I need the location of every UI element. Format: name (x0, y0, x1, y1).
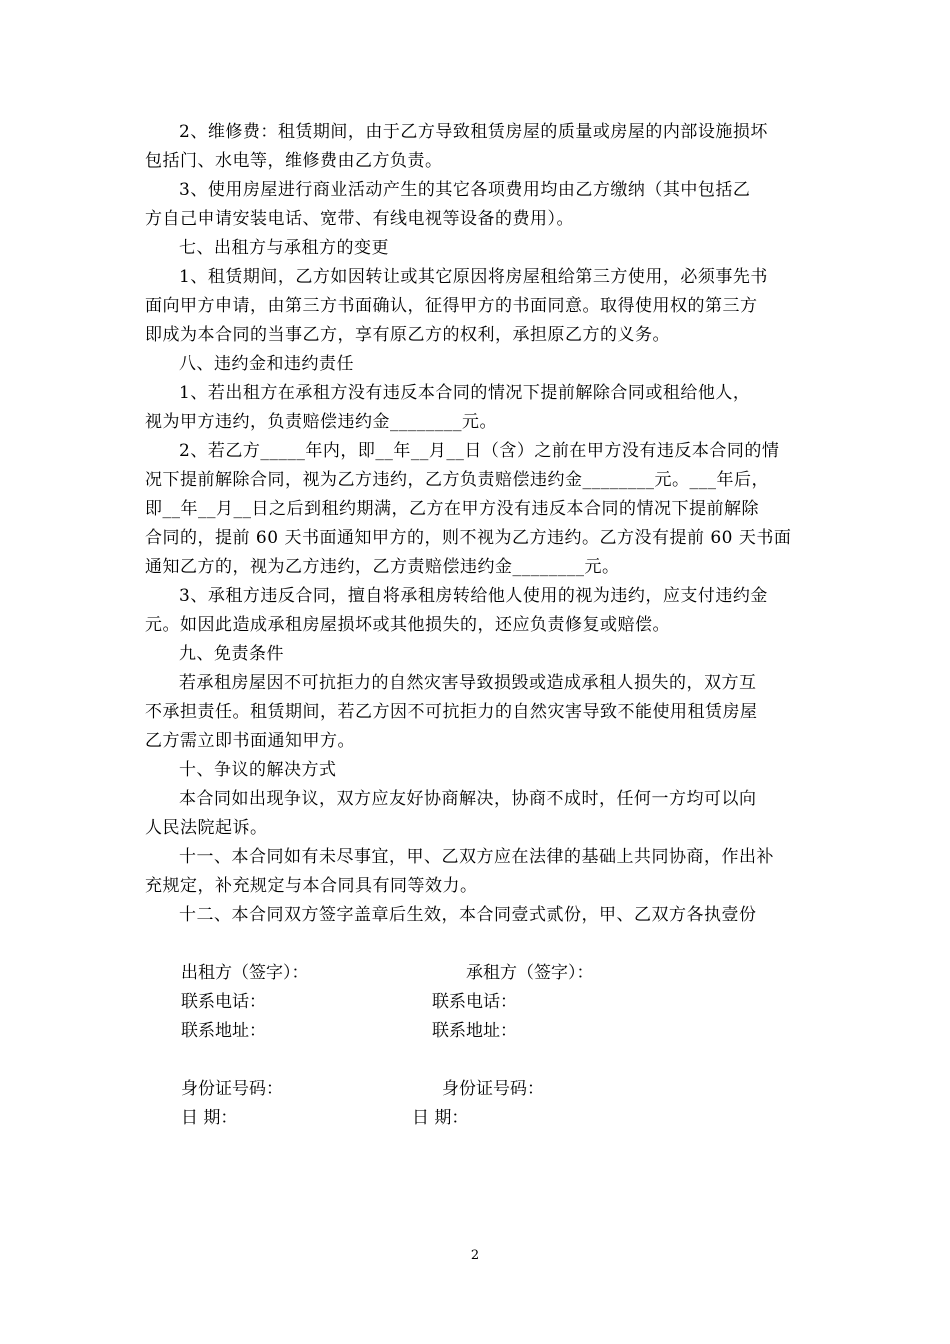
clause-8-3-line-2: 元。如因此造成承租房屋损坏或其他损失的，还应负责修复或赔偿。 (145, 615, 670, 635)
section-7-heading: 七、出租方与承租方的变更 (179, 238, 389, 258)
clause-9-line-3: 乙方需立即书面通知甲方。 (145, 731, 355, 751)
clause-9-line-1: 若承租房屋因不可抗拒力的自然灾害导致损毁或造成承租人损失的，双方互 (179, 673, 757, 693)
clause-10-line-1: 本合同如出现争议，双方应友好协商解决，协商不成时，任何一方均可以向 (179, 789, 757, 809)
clause-8-1-line-2: 视为甲方违约，负责赔偿违约金________元。 (145, 412, 497, 432)
lessor-date-label: 日 期： (181, 1108, 238, 1128)
lessee-address-label: 联系地址： (432, 1021, 517, 1041)
lessor-id-label: 身份证号码： (181, 1079, 283, 1099)
section-10-heading: 十、争议的解决方式 (179, 760, 337, 780)
clause-7-1-line-1: 1、租赁期间，乙方如因转让或其它原因将房屋租给第三方使用，必须事先书 (179, 267, 768, 287)
section-8-heading: 八、违约金和违约责任 (179, 354, 354, 374)
lessee-signature-label: 承租方（签字）： (466, 963, 594, 983)
clause-6-3-line-1: 3、使用房屋进行商业活动产生的其它各项费用均由乙方缴纳（其中包括乙 (179, 180, 751, 200)
clause-10-line-2: 人民法院起诉。 (145, 818, 268, 838)
page-number: 2 (470, 1248, 480, 1263)
clause-8-3-line-1: 3、承租方违反合同，擅自将承租房转给他人使用的视为违约，应支付违约金 (179, 586, 768, 606)
section-9-heading: 九、免责条件 (179, 644, 284, 664)
clause-8-1-line-1: 1、若出租方在承租方没有违反本合同的情况下提前解除合同或租给他人， (179, 383, 751, 403)
clause-6-2-line-2: 包括门、水电等，维修费由乙方负责。 (145, 151, 443, 171)
lessor-address-label: 联系地址： (181, 1021, 266, 1041)
section-11-line-1: 十一、本合同如有未尽事宜，甲、乙双方应在法律的基础上共同协商，作出补 (179, 847, 774, 867)
lessee-id-label: 身份证号码： (442, 1079, 544, 1099)
clause-8-2-line-5: 通知乙方的，视为乙方违约，乙方责赔偿违约金________元。 (145, 557, 620, 577)
clause-9-line-2: 不承担责任。租赁期间，若乙方因不可抗拒力的自然灾害导致不能使用租赁房屋 (145, 702, 758, 722)
clause-8-2-line-1: 2、若乙方_____年内，即__年__月__日（含）之前在甲方没有违反本合同的情 (179, 441, 780, 461)
section-12-line-1: 十二、本合同双方签字盖章后生效，本合同壹式贰份，甲、乙双方各执壹份 (179, 905, 757, 925)
lessee-date-label: 日 期： (412, 1108, 469, 1128)
clause-8-2-line-2: 况下提前解除合同，视为乙方违约，乙方负责赔偿违约金________元。___年后， (145, 470, 769, 490)
section-11-line-2: 充规定，补充规定与本合同具有同等效力。 (145, 876, 478, 896)
clause-6-2-line-1: 2、维修费：租赁期间，由于乙方导致租赁房屋的质量或房屋的内部设施损坏 (179, 122, 768, 142)
lessor-phone-label: 联系电话： (181, 992, 266, 1012)
clause-7-1-line-2: 面向甲方申请，由第三方书面确认，征得甲方的书面同意。取得使用权的第三方 (145, 296, 758, 316)
clause-8-2-line-3: 即__年__月__日之后到租约期满，乙方在甲方没有违反本合同的情况下提前解除 (145, 499, 759, 519)
clause-7-1-line-3: 即成为本合同的当事乙方，享有原乙方的权利，承担原乙方的义务。 (145, 325, 670, 345)
clause-8-2-line-4: 合同的，提前 60 天书面通知甲方的，则不视为乙方违约。乙方没有提前 60 天书面 (145, 528, 792, 548)
clause-6-3-line-2: 方自己申请安装电话、宽带、有线电视等设备的费用）。 (145, 209, 574, 229)
lessor-signature-label: 出租方（签字）： (181, 963, 309, 983)
lessee-phone-label: 联系电话： (432, 992, 517, 1012)
